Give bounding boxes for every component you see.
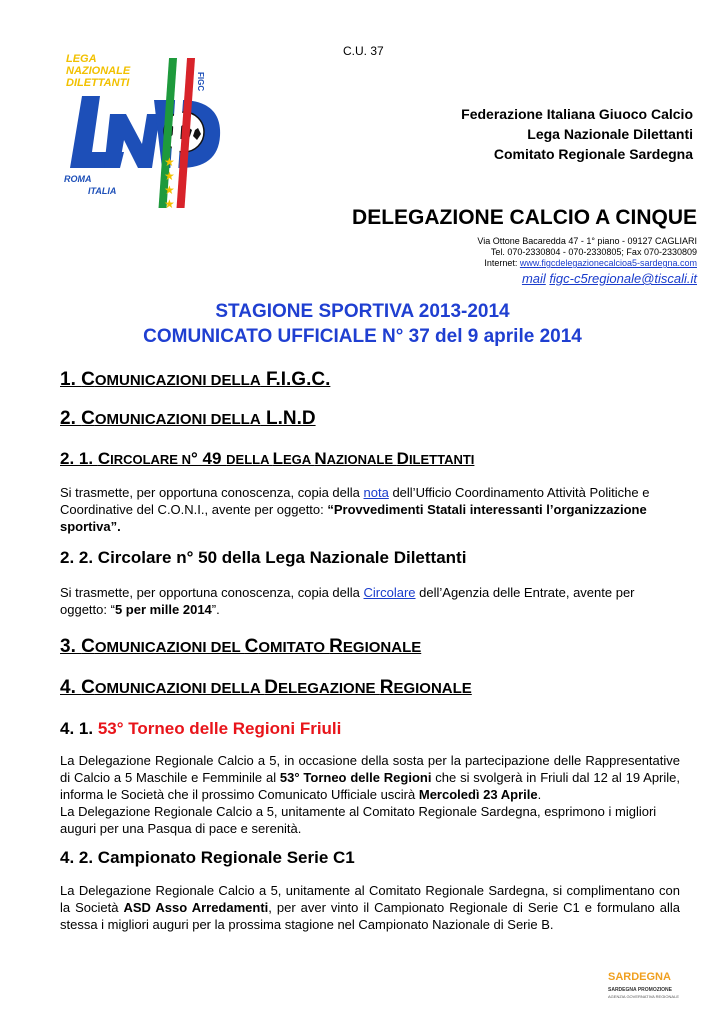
cu-number: C.U. 37 bbox=[343, 44, 384, 58]
website-link[interactable]: www.figcdelegazionecalcioa5-sardegna.com bbox=[519, 258, 697, 268]
section-4-heading: 4. COMUNICAZIONI DELLA DELEGAZIONE REGIONALE bbox=[60, 677, 472, 698]
mail-link[interactable]: figc-c5regionale@tiscali.it bbox=[549, 271, 697, 286]
logo-text-italia: ITALIA bbox=[88, 186, 117, 196]
logo-text-figc: FIGC bbox=[196, 72, 205, 92]
delegation-address-block bbox=[477, 236, 697, 269]
federation-header bbox=[461, 104, 693, 164]
star-icon: ★ bbox=[164, 197, 175, 211]
section-2-2-heading: 2. 2. Circolare n° 50 della Lega Nazionale Dilettanti bbox=[60, 548, 467, 567]
league-name: Lega Nazionale Dilettanti bbox=[527, 126, 693, 142]
star-icon: ★ bbox=[164, 183, 175, 197]
logo-text-roma: ROMA bbox=[64, 174, 92, 184]
section-1-heading: 1. COMUNICAZIONI DELLA F.I.G.C. bbox=[60, 369, 331, 390]
federation-name: Federazione Italiana Giuoco Calcio bbox=[461, 106, 693, 122]
circolare-link[interactable]: Circolare bbox=[363, 585, 416, 600]
sponsor-sub1: SARDEGNA PROMOZIONE bbox=[608, 987, 672, 993]
season-title: STAGIONE SPORTIVA 2013-2014 bbox=[215, 301, 510, 322]
logo-text-dilettanti: DILETTANTI bbox=[66, 77, 130, 89]
section-2-1-heading: 2. 1. CIRCOLARE N° 49 DELLA LEGA NAZIONALE DILETTANTI bbox=[60, 449, 475, 468]
section-4-2-heading: 4. 2. Campionato Regionale Serie C1 bbox=[60, 848, 355, 867]
delegation-mail bbox=[522, 271, 697, 286]
section-4-1-paragraph-1: La Delegazione Regionale Calcio a 5, in occasione della sosta per la partecipazione delle Rappresentative di Calcio a 5 Maschile e Femminile al 53° Torneo delle Regioni che si svolgerà in Friuli dal 12 al 19 Aprile, informa le Società che il prossimo Comunicato Ufficiale uscirà Mercoledì 23 Aprile. bbox=[60, 753, 681, 802]
section-2-2-text: Si trasmette, per opportuna conoscenza, copia della Circolare dell’Agenzia delle Entrate, avente per oggetto: “5 per mille 2014”. bbox=[60, 585, 635, 617]
delegation-title: DELEGAZIONE CALCIO A CINQUE bbox=[352, 206, 697, 229]
nota-link[interactable]: nota bbox=[363, 485, 389, 500]
section-4-2-text: La Delegazione Regionale Calcio a 5, unitamente al Comitato Regionale Sardegna, si complimentano con la Società ASD Asso Arredamenti, per aver vinto il Campionato Regionale di Serie C1 e formulano alla stessa i migliori auguri per la prossima stagione nel Campionato Nazionale di Serie B. bbox=[60, 883, 681, 932]
sardegna-logo bbox=[604, 966, 694, 1006]
section-2-heading: 2. COMUNICAZIONI DELLA L.N.D bbox=[60, 408, 316, 429]
logo-text-lega: LEGA bbox=[66, 53, 97, 65]
bulletin-title: COMUNICATO UFFICIALE N° 37 del 9 aprile 2014 bbox=[143, 326, 582, 347]
section-4-1-paragraph-2: La Delegazione Regionale Calcio a 5, unitamente al Comitato Regionale Sardegna, esprimono i migliori auguri per una Pasqua di pace e serenità. bbox=[60, 804, 657, 836]
delegation-address: Via Ottone Bacaredda 47 - 1° piano - 09127 CAGLIARI bbox=[477, 236, 697, 246]
section-2-1-text: Si trasmette, per opportuna conoscenza, copia della nota dell’Ufficio Coordinamento Attività Politiche e Coordinative del C.O.N.I., avente per oggetto: “Provvedimenti Statali interessanti l’organizzazione sportiva”. bbox=[60, 485, 650, 534]
lnd-logo bbox=[52, 44, 242, 214]
section-4-1-heading: 4. 1. 53° Torneo delle Regioni Friuli bbox=[60, 719, 342, 738]
delegation-internet: Internet: www.figcdelegazionecalcioa5-sardegna.com bbox=[484, 258, 697, 268]
sponsor-name: SARDEGNA bbox=[608, 971, 671, 983]
logo-text-nazionale: NAZIONALE bbox=[66, 65, 131, 77]
sponsor-sub2: AGENZIA GOVERNATIVA REGIONALE bbox=[608, 994, 679, 999]
committee-name: Comitato Regionale Sardegna bbox=[493, 146, 693, 162]
section-3-heading: 3. COMUNICAZIONI DEL COMITATO REGIONALE bbox=[60, 636, 422, 657]
mail-label[interactable]: mail bbox=[521, 271, 546, 286]
star-icon: ★ bbox=[164, 169, 175, 183]
section-4-1-text bbox=[60, 752, 680, 837]
delegation-phone: Tel. 070-2330804 - 070-2330805; Fax 070-2330809 bbox=[490, 247, 697, 257]
star-icon: ★ bbox=[164, 155, 175, 169]
